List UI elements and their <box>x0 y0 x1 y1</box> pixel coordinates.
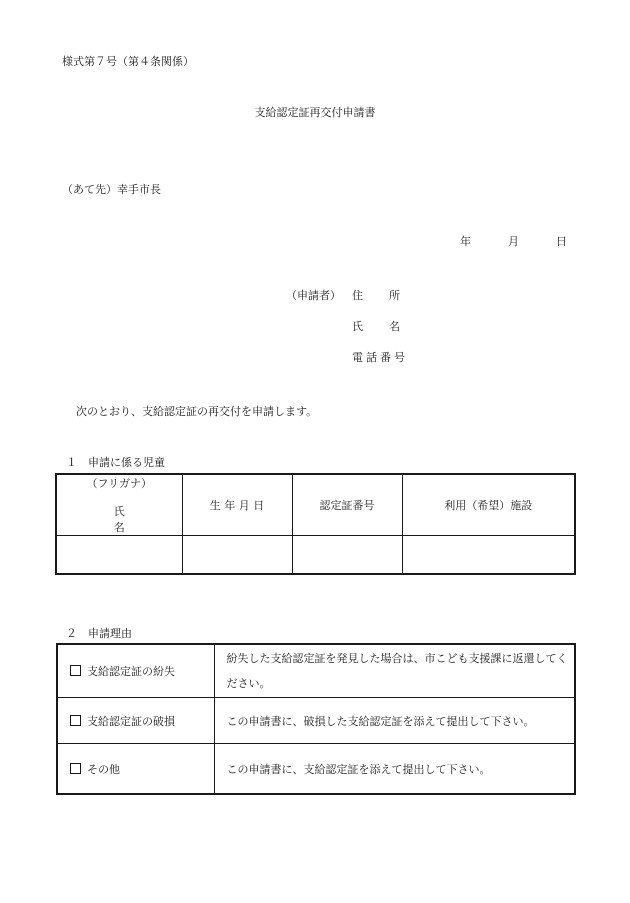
applicant-address-label: 住所 <box>352 289 426 302</box>
applicant-role: （申請者） <box>286 289 341 302</box>
date-day-label: 日 <box>556 235 567 248</box>
checkbox[interactable] <box>70 665 81 676</box>
child-birth-field[interactable] <box>182 536 292 575</box>
page-title: 支給認定証再交付申請書 <box>254 106 376 119</box>
facility-header: 利用（希望）施設 <box>402 474 575 536</box>
child-facility-field[interactable] <box>402 536 575 575</box>
cert-no-header: 認定証番号 <box>292 474 402 536</box>
name-label: 氏名 <box>113 505 169 534</box>
reason-row <box>57 644 575 698</box>
reason-row <box>57 744 575 795</box>
furigana-label: （フリガナ） <box>86 477 152 490</box>
birth-header: 生 年 月 日 <box>182 474 292 536</box>
table-row <box>56 536 575 575</box>
child-cert-no-field[interactable] <box>292 536 402 575</box>
reason-option-lost[interactable] <box>57 644 214 698</box>
addressee: （あて先）幸手市長 <box>62 183 161 196</box>
reason-row <box>57 698 575 744</box>
reason-label: その他 <box>87 762 120 776</box>
reason-label: 支給認定証の紛失 <box>87 665 175 678</box>
reason-note: この申請書に、支給認定証を添えて提出して下さい。 <box>214 744 575 795</box>
child-table <box>55 473 576 575</box>
date-year-label: 年 <box>460 235 471 248</box>
reason-label: 支給認定証の破損 <box>87 714 175 728</box>
name-header <box>56 474 182 536</box>
section2-heading: ２ 申請理由 <box>66 627 132 640</box>
reason-option-other[interactable] <box>57 744 214 795</box>
applicant-name-label: 氏名 <box>352 320 426 333</box>
applicant-phone-label: 電話番号 <box>352 351 408 364</box>
checkbox[interactable] <box>70 715 81 726</box>
form-number: 様式第７号（第４条関係） <box>62 55 194 68</box>
date-month-label: 月 <box>508 235 519 248</box>
reason-option-damaged[interactable] <box>57 698 214 744</box>
child-name-field[interactable] <box>56 536 182 575</box>
reason-note: この申請書に、破損した支給認定証を添えて提出して下さい。 <box>214 698 575 744</box>
reason-note: 紛失した支給認定証を発見した場合は、市こども支援課に返還してください。 <box>214 644 575 698</box>
table-header-row <box>56 474 575 536</box>
section1-heading: １ 申請に係る児童 <box>66 456 165 469</box>
reason-table <box>56 643 576 795</box>
intro-text: 次のとおり、支給認定証の再交付を申請します。 <box>76 405 318 418</box>
checkbox[interactable] <box>70 763 81 774</box>
